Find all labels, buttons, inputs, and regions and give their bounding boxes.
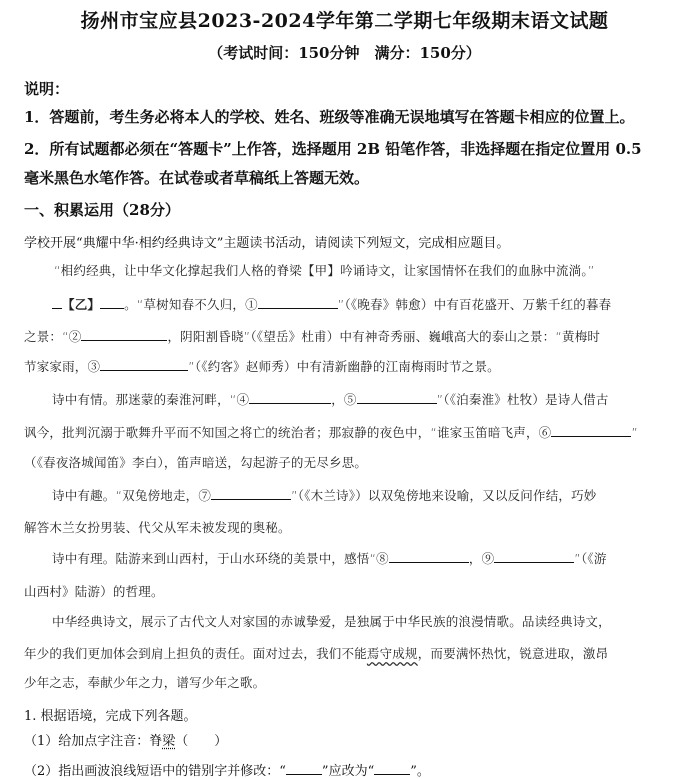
text-segment: 诗中有趣。“双兔傍地走，⑦ [52, 488, 212, 503]
question-1-2 [24, 760, 430, 779]
text-segment: 诗中有情。那迷蒙的秦淮河畔，“④ [52, 392, 250, 407]
note-item-2-cont: 毫米黑色水笔作答。在试卷或者草稿纸上答题无效。 [24, 169, 370, 187]
text-segment: ”（《游 [574, 551, 607, 566]
text-segment: （2）指出画波浪线短语中的错别字并修改：“ [24, 764, 286, 779]
blank-5[interactable] [357, 391, 437, 404]
blank-yi-pre[interactable] [52, 296, 62, 309]
blank-6[interactable] [551, 424, 631, 437]
text-segment: ，阴阳割昏晓”（《望岳》杜甫）中有神奇秀丽、巍峨高大的泰山之景：“黄梅时 [167, 329, 601, 344]
text-segment: ”（《晚春》韩愈）中有百花盛开、万紫千红的暮春 [337, 297, 612, 312]
passage-paragraph-3-line-2 [24, 423, 638, 441]
text-segment: ” [631, 425, 639, 440]
passage-paragraph-1: “相约经典，让中华文化撑起我们人格的脊梁【甲】吟诵诗文，让家国情怀在我们的血脉中流淌。” [54, 263, 595, 278]
passage-paragraph-6-line-3: 少年之志，奉献少年之力，谱写少年之歌。 [24, 675, 266, 690]
text-segment: ”（《约客》赵师秀）中有清新幽静的江南梅雨时节之景。 [188, 359, 500, 374]
passage-paragraph-4-line-2: 解答木兰女扮男装、代父从军未被发现的奥秘。 [24, 520, 291, 535]
blank-8[interactable] [389, 550, 469, 563]
text-segment: ，⑨ [468, 551, 495, 566]
text-segment: ”。 [410, 764, 430, 779]
note-item-2: 2．所有试题都必须在“答题卡”上作答，选择题用 2B 铅笔作答，非选择题在指定位置用 0.5 [24, 140, 642, 158]
text-segment: 年少的我们更加体会到肩上担负的责任。面对过去，我们不能 [24, 646, 367, 661]
wavy-underlined-phrase: 焉守成规 [366, 646, 418, 661]
passage-paragraph-5-line-1 [52, 549, 607, 567]
passage-paragraph-2-line-3 [24, 357, 500, 375]
passage-paragraph-2-line-2 [24, 327, 600, 345]
notes-heading: 说明： [24, 80, 70, 98]
text-segment: 之景：“② [24, 329, 82, 344]
passage-paragraph-6-line-2 [24, 644, 608, 662]
blank-4[interactable] [249, 391, 331, 404]
text-segment: （1）给加点字注音：脊 [24, 734, 163, 749]
text-segment: 诗中有理。陆游来到山西村，于山水环绕的美景中，感悟“⑧ [52, 551, 389, 566]
text-segment: ”（《木兰诗》）以双兔傍地来设喻，又以反问作结，巧妙 [291, 488, 597, 503]
blank-wrong-char[interactable] [286, 762, 322, 775]
passage-paragraph-3-line-1 [52, 390, 609, 408]
passage-paragraph-5-line-2: 山西村》陆游）的哲理。 [24, 584, 164, 599]
section-intro: 学校开展“典耀中华·相约经典诗文”主题读书活动，请阅读下列短文，完成相应题目。 [24, 236, 510, 251]
text-segment: ”应改为“ [321, 764, 375, 779]
question-1-1 [24, 730, 227, 749]
blank-1[interactable] [258, 296, 338, 309]
blank-3[interactable] [100, 358, 188, 371]
passage-paragraph-6-line-1: 中华经典诗文，展示了古代文人对家国的赤诚挚爱，是独属于中华民族的浪漫情歌。品读经典诗文， [52, 614, 611, 629]
blank-9[interactable] [494, 550, 574, 563]
text-segment: ，而要满怀热忱，锐意进取，激昂 [417, 646, 609, 661]
pinyin-answer-slot[interactable]: （ ） [175, 734, 228, 749]
note-item-1: 1．答题前，考生务必将本人的学校、姓名、班级等准确无误地填写在答题卡相应的位置上。 [24, 108, 635, 126]
page-title: 扬州市宝应县2023-2024学年第二学期七年级期末语文试题 [80, 10, 609, 32]
text-segment: ”（《泊秦淮》杜牧）是诗人借古 [436, 392, 609, 407]
section-heading: 一、积累运用（28分） [24, 201, 180, 219]
text-segment: 节家家雨，③ [24, 359, 101, 374]
passage-paragraph-4-line-1 [52, 486, 597, 504]
blank-2[interactable] [81, 328, 167, 341]
blank-correct-char[interactable] [374, 762, 410, 775]
exam-info: （考试时间：150分钟 满分：150分） [208, 44, 481, 62]
question-1: 1. 根据语境，完成下列各题。 [24, 709, 197, 724]
passage-paragraph-3-line-3: （《春夜洛城闻笛》李白），笛声暗送，勾起游子的无尽乡思。 [24, 455, 368, 470]
text-segment: 讽今，批判沉溺于歌舞升平而不知国之将亡的统治者；那寂静的夜色中，“谁家玉笛暗飞声，⑥ [24, 425, 552, 440]
blank-7[interactable] [211, 487, 291, 500]
text-segment: ，⑤ [331, 392, 357, 407]
passage-paragraph-2-line-1 [52, 295, 611, 313]
text-segment: 。“草树知春不久归，① [124, 297, 258, 312]
blank-yi[interactable] [100, 296, 124, 309]
marker-yi: 【乙】 [62, 297, 101, 312]
dotted-character: 梁 [162, 734, 176, 749]
